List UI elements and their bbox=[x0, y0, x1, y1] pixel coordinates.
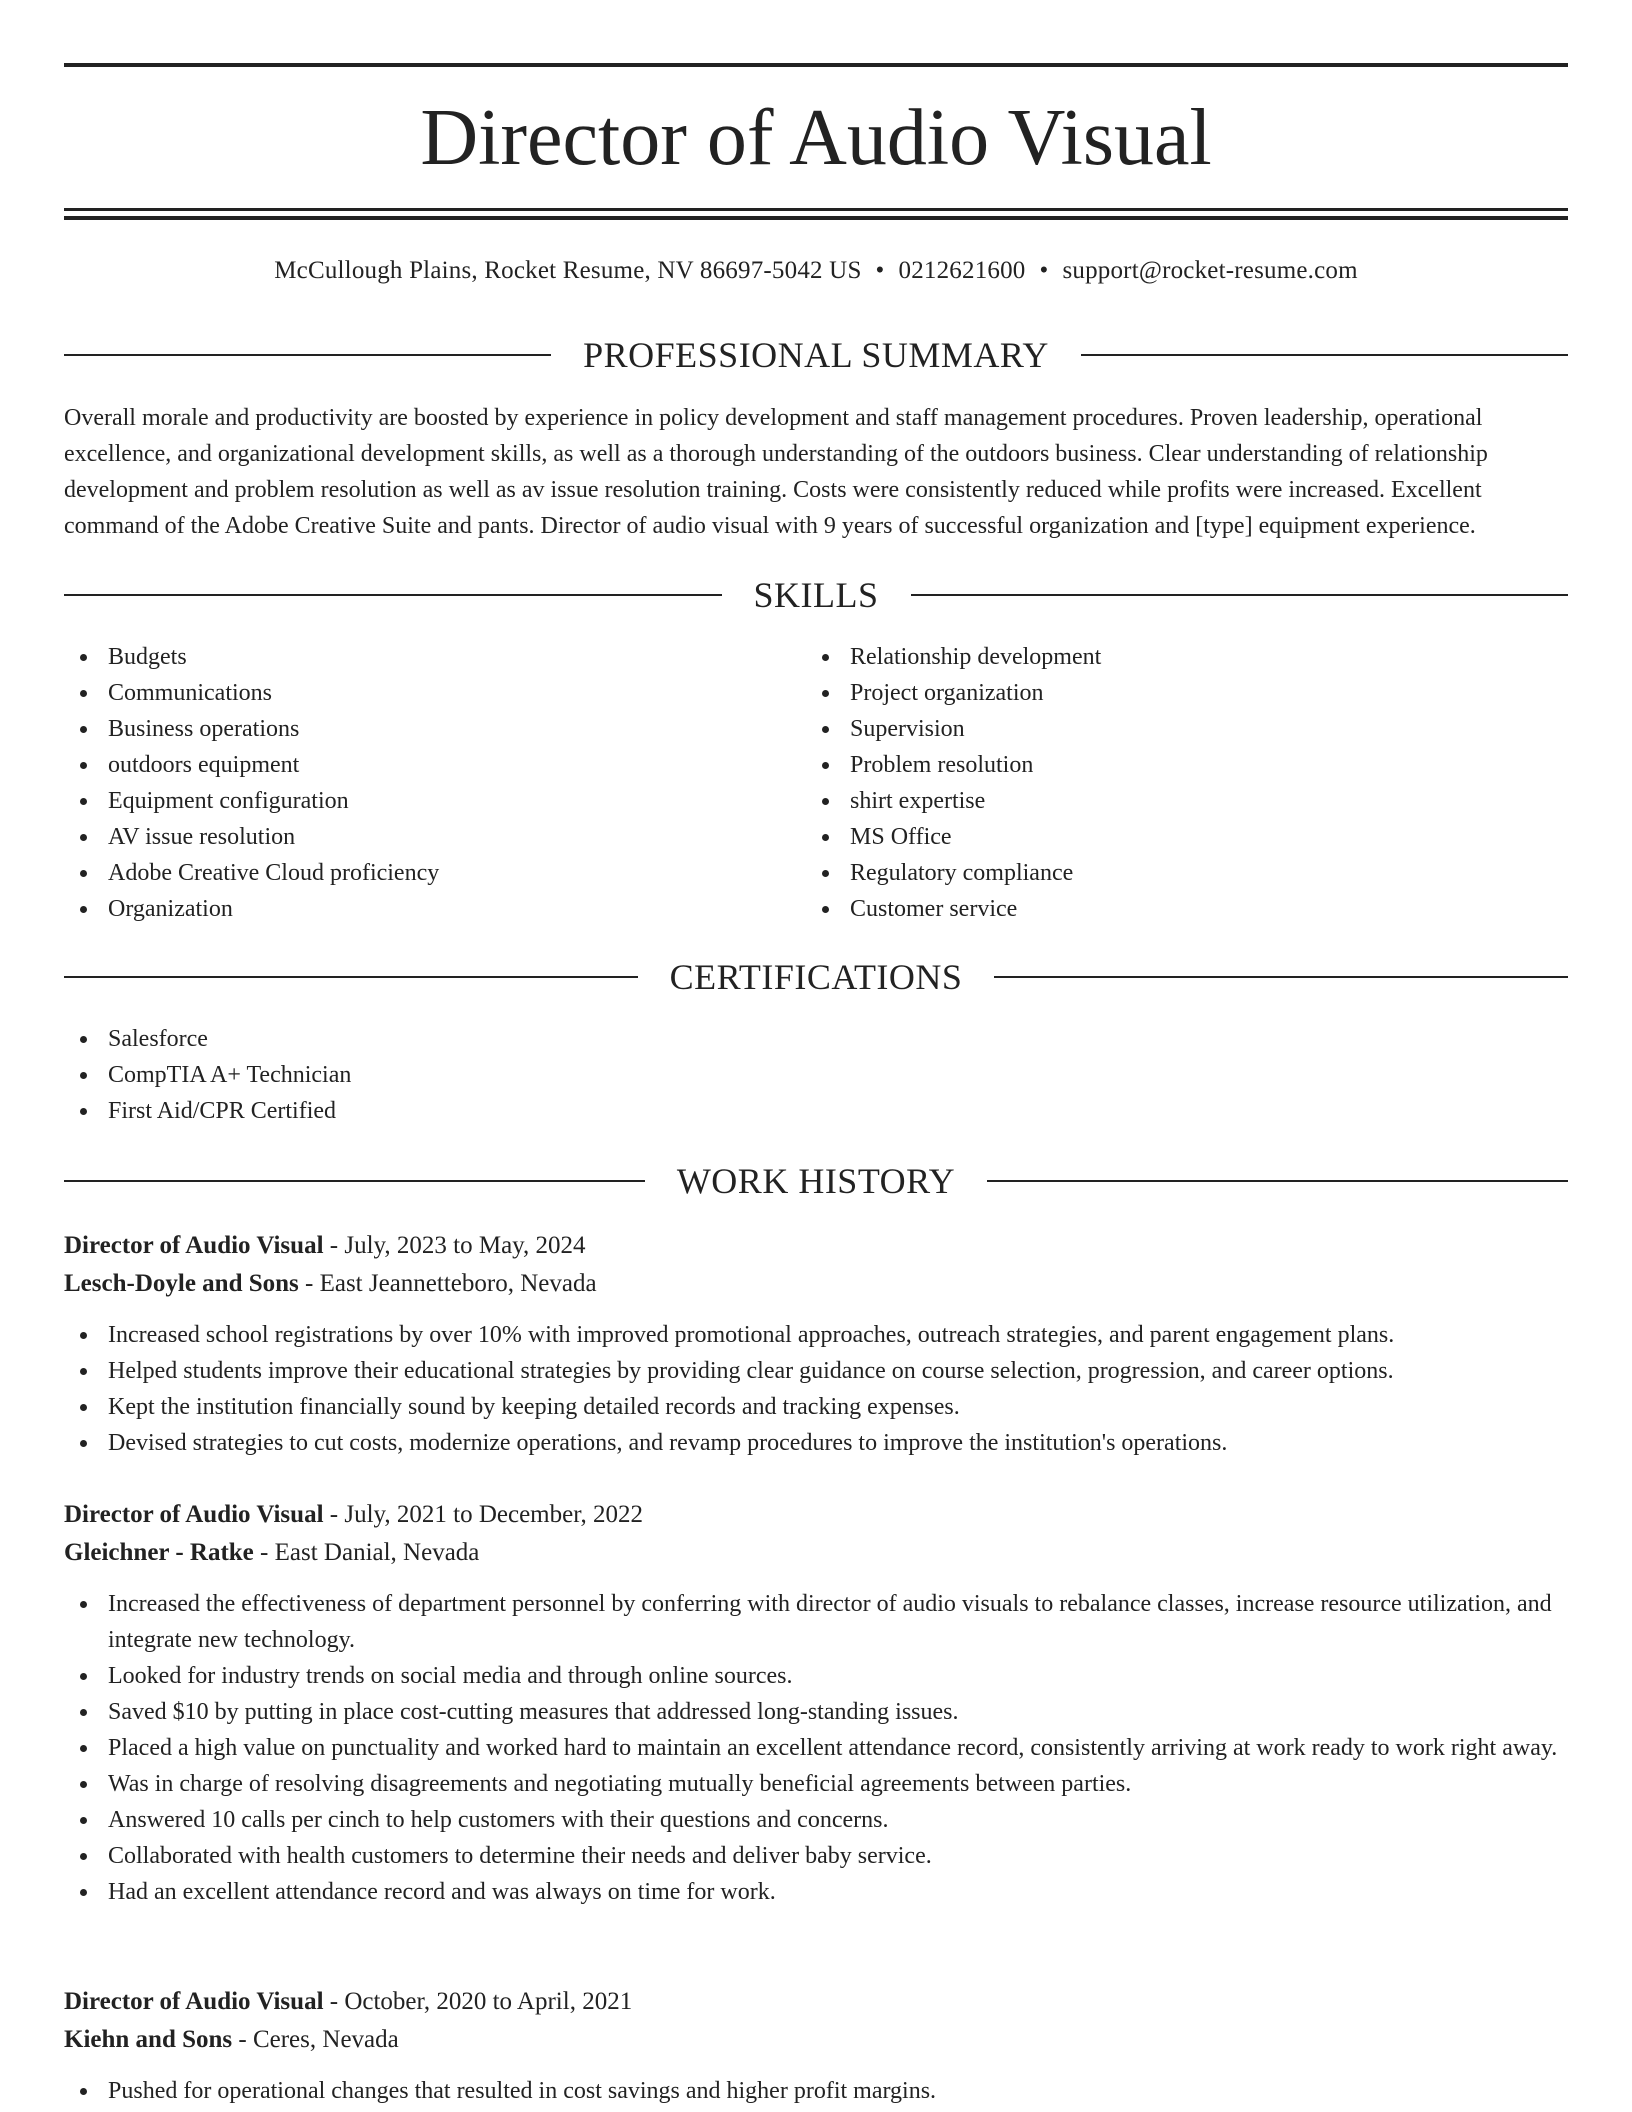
skills-list-right bbox=[806, 639, 1566, 927]
skill-item: Project organization bbox=[806, 675, 1566, 711]
summary-section-header bbox=[64, 333, 1568, 377]
job-title: Director of Audio Visual bbox=[64, 1232, 324, 1259]
contact-separator: • bbox=[1039, 257, 1049, 284]
job-entry bbox=[64, 1983, 1568, 2109]
job-title: Director of Audio Visual bbox=[64, 1501, 324, 1528]
job-bullet: Saved $10 by putting in place cost-cutting measures that addressed long-standing issues. bbox=[64, 1694, 1568, 1730]
certification-item: First Aid/CPR Certified bbox=[64, 1093, 1568, 1129]
resume-title: Director of Audio Visual bbox=[420, 94, 1212, 182]
job-company-line bbox=[64, 1265, 1568, 1303]
job-title-line bbox=[64, 1496, 1568, 1534]
skills-heading: SKILLS bbox=[753, 575, 879, 615]
job-bullet: Pushed for operational changes that resulted in cost savings and higher profit margins. bbox=[64, 2073, 1568, 2109]
contact-phone: 0212621600 bbox=[898, 257, 1026, 284]
job-bullet-list bbox=[64, 2073, 1568, 2109]
section-rule bbox=[987, 1180, 1568, 1182]
summary-heading: PROFESSIONAL SUMMARY bbox=[583, 335, 1049, 375]
job-company-line bbox=[64, 1534, 1568, 1572]
job-bullet-list bbox=[64, 1586, 1568, 1910]
skill-item: Customer service bbox=[806, 891, 1566, 927]
job-bullet: Answered 10 calls per cinch to help customers with their questions and concerns. bbox=[64, 1802, 1568, 1838]
job-company: Kiehn and Sons bbox=[64, 2026, 233, 2053]
contact-email: support@rocket-resume.com bbox=[1062, 257, 1358, 284]
job-bullet: Had an excellent attendance record and was always on time for work. bbox=[64, 1874, 1568, 1910]
section-rule bbox=[911, 594, 1569, 596]
title-double-rule bbox=[64, 208, 1568, 220]
contact-separator: • bbox=[875, 257, 885, 284]
job-dates: - July, 2021 to December, 2022 bbox=[323, 1501, 644, 1528]
contact-line bbox=[64, 253, 1568, 289]
job-bullet: Devised strategies to cut costs, modernize operations, and revamp procedures to improve the institution's operations. bbox=[64, 1425, 1568, 1461]
skill-item: Business operations bbox=[64, 711, 804, 747]
job-bullet: Increased school registrations by over 10% with improved promotional approaches, outreach strategies, and parent engagement plans. bbox=[64, 1317, 1568, 1353]
top-rule bbox=[64, 63, 1568, 67]
certifications-section-header bbox=[64, 955, 1568, 999]
job-bullet: Kept the institution financially sound by keeping detailed records and tracking expenses. bbox=[64, 1389, 1568, 1425]
certifications-heading: CERTIFICATIONS bbox=[669, 957, 963, 997]
job-entry bbox=[64, 1227, 1568, 1461]
job-title-line bbox=[64, 1227, 1568, 1265]
skill-item: Regulatory compliance bbox=[806, 855, 1566, 891]
skill-item: Problem resolution bbox=[806, 747, 1566, 783]
skill-item: Supervision bbox=[806, 711, 1566, 747]
skill-item: Communications bbox=[64, 675, 804, 711]
skill-item: AV issue resolution bbox=[64, 819, 804, 855]
job-bullet: Collaborated with health customers to determine their needs and deliver baby service. bbox=[64, 1838, 1568, 1874]
job-title: Director of Audio Visual bbox=[64, 1988, 324, 2015]
skill-item: Organization bbox=[64, 891, 804, 927]
summary-text: Overall morale and productivity are boosted by experience in policy development and staff management procedures. Proven leadership, operational excellence, and organizational development skills, as well as a thorough understanding of the outdoors business. Clear understanding of relationship development and problem resolution as well as av issue resolution training. Costs were consistently reduced while profits were increased. Excellent command of the Adobe Creative Suite and pants. Director of audio visual with 9 years of successful organization and [type] equipment experience. bbox=[64, 405, 1488, 539]
certification-item: CompTIA A+ Technician bbox=[64, 1057, 1568, 1093]
section-rule bbox=[64, 1180, 645, 1182]
skill-item: outdoors equipment bbox=[64, 747, 804, 783]
skill-item: Equipment configuration bbox=[64, 783, 804, 819]
skills-list-left bbox=[64, 639, 804, 927]
job-bullet-list bbox=[64, 1317, 1568, 1461]
skill-item: MS Office bbox=[806, 819, 1566, 855]
job-company: Lesch-Doyle and Sons bbox=[64, 1270, 299, 1297]
skills-section-header bbox=[64, 573, 1568, 617]
contact-address: McCullough Plains, Rocket Resume, NV 86697-5042 US bbox=[274, 257, 862, 284]
job-location: - East Jeannetteboro, Nevada bbox=[298, 1270, 597, 1297]
job-company: Gleichner - Ratke bbox=[64, 1539, 254, 1566]
skill-item: Relationship development bbox=[806, 639, 1566, 675]
section-rule bbox=[1081, 354, 1568, 356]
job-location: - Ceres, Nevada bbox=[232, 2026, 399, 2053]
job-location: - East Danial, Nevada bbox=[253, 1539, 480, 1566]
skill-item: Budgets bbox=[64, 639, 804, 675]
certifications-list bbox=[64, 1021, 1568, 1129]
section-rule bbox=[64, 594, 722, 596]
skill-item: shirt expertise bbox=[806, 783, 1566, 819]
job-company-line bbox=[64, 2021, 1568, 2059]
job-entry bbox=[64, 1496, 1568, 1910]
job-bullet: Was in charge of resolving disagreements and negotiating mutually beneficial agreements between parties. bbox=[64, 1766, 1568, 1802]
skill-item: Adobe Creative Cloud proficiency bbox=[64, 855, 804, 891]
job-title-line bbox=[64, 1983, 1568, 2021]
section-rule bbox=[994, 976, 1568, 978]
section-rule bbox=[64, 976, 638, 978]
work-section-header bbox=[64, 1159, 1568, 1203]
job-bullet: Looked for industry trends on social media and through online sources. bbox=[64, 1658, 1568, 1694]
job-bullet: Helped students improve their educational strategies by providing clear guidance on course selection, progression, and career options. bbox=[64, 1353, 1568, 1389]
job-bullet: Placed a high value on punctuality and worked hard to maintain an excellent attendance record, consistently arriving at work ready to work right away. bbox=[64, 1730, 1568, 1766]
job-dates: - October, 2020 to April, 2021 bbox=[323, 1988, 633, 2015]
job-dates: - July, 2023 to May, 2024 bbox=[323, 1232, 586, 1259]
certification-item: Salesforce bbox=[64, 1021, 1568, 1057]
section-rule bbox=[64, 354, 551, 356]
job-bullet: Increased the effectiveness of department personnel by conferring with director of audio visuals to rebalance classes, increase resource utilization, and integrate new technology. bbox=[64, 1586, 1568, 1658]
work-heading: WORK HISTORY bbox=[676, 1161, 956, 1201]
